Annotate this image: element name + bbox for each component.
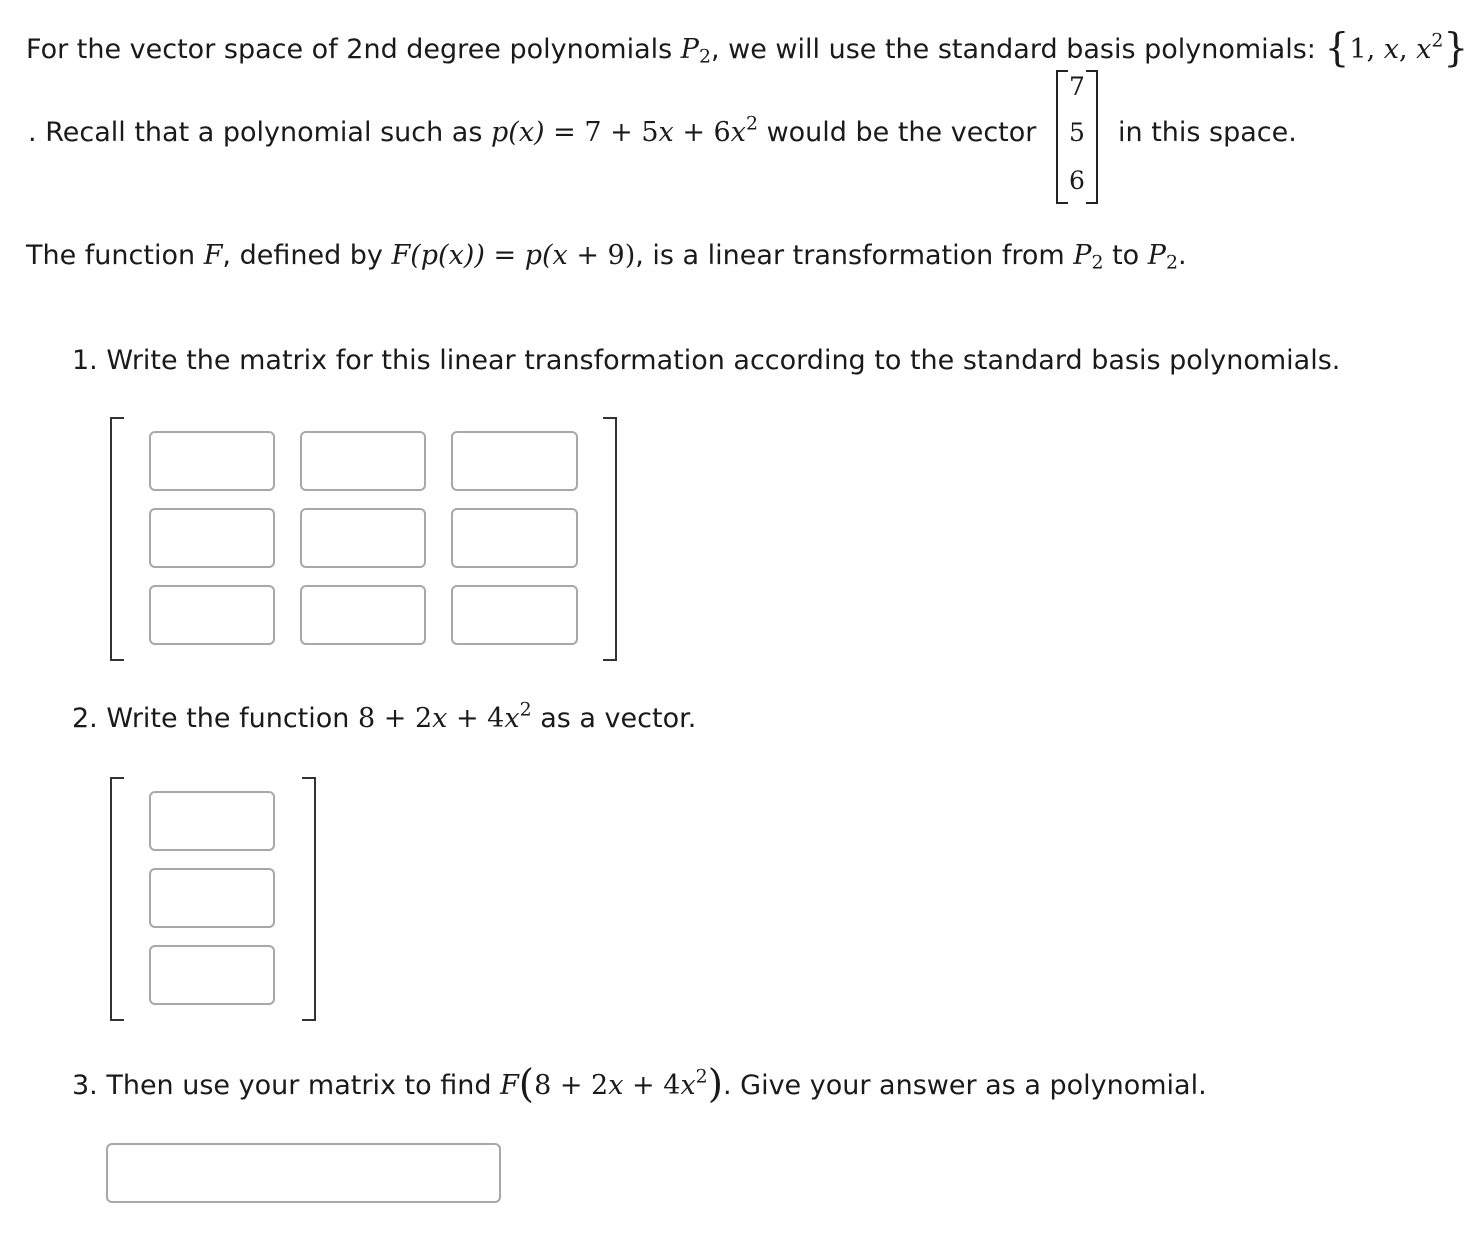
- definition-text-4: to: [1112, 240, 1140, 271]
- formula-eq: =: [484, 240, 525, 271]
- q2-poly-a: 8 + 2: [358, 703, 433, 734]
- example-vector-entry-3: 6: [1069, 166, 1085, 195]
- intro-line-2: [28, 112, 1037, 148]
- question-2-label: [72, 698, 697, 734]
- q3-paren-close: ): [707, 1062, 723, 1107]
- q3-poly-x2: x: [680, 1069, 696, 1101]
- example-exponent: 2: [745, 112, 758, 135]
- q3-function-F: F: [500, 1069, 519, 1101]
- intro-text: For the vector space of 2nd degree polynomials: [26, 33, 673, 65]
- basis-close-brace: }: [1443, 26, 1468, 71]
- intro-line-1: [26, 26, 1468, 71]
- definition-text-5: .: [1177, 240, 1187, 271]
- in-this-space-text: in this space.: [1118, 117, 1297, 148]
- matrix-cell-3-3[interactable]: [451, 585, 578, 645]
- to-subscript: 2: [1165, 251, 1178, 274]
- vector-cell-3[interactable]: [149, 945, 275, 1005]
- question-2-text-1: 2. Write the function: [72, 703, 350, 734]
- question-3-text-1: 3. Then use your matrix to find: [72, 1069, 492, 1101]
- to-space: P: [1147, 240, 1166, 271]
- polynomial-answer-input[interactable]: [106, 1143, 501, 1203]
- vector-right-bracket: [302, 777, 316, 1021]
- definition-text-1: The function: [26, 240, 196, 271]
- question-1-label: 1. Write the matrix for this linear transformation according to the standard basis polynomials.: [72, 345, 1341, 376]
- intro-period: .: [28, 117, 37, 148]
- basis-separator: ,: [1398, 33, 1417, 65]
- recall-text: Recall that a polynomial such as: [45, 117, 483, 148]
- matrix-cell-2-3[interactable]: [451, 508, 578, 568]
- matrix-cell-2-1[interactable]: [149, 508, 275, 568]
- definition-text-2: , defined by: [222, 240, 383, 271]
- q2-poly-b: + 4: [447, 703, 505, 734]
- matrix-cell-3-2[interactable]: [300, 585, 426, 645]
- q2-poly-exponent: 2: [519, 698, 532, 721]
- matrix-cell-1-2[interactable]: [300, 431, 426, 491]
- matrix-left-bracket: [110, 417, 124, 661]
- q3-paren-open: (: [518, 1062, 535, 1107]
- basis-open-brace: {: [1324, 26, 1350, 71]
- matrix-cell-1-1[interactable]: [149, 431, 275, 491]
- from-subscript: 2: [1091, 251, 1104, 274]
- function-F: F: [203, 240, 223, 271]
- definition-text-3: , is a linear transformation from: [635, 240, 1065, 271]
- q3-poly-exponent: 2: [695, 1065, 708, 1088]
- q3-poly-x: x: [608, 1069, 624, 1101]
- basis-x2: x: [1416, 33, 1432, 65]
- formula-rhs-2: + 9): [567, 240, 636, 271]
- matrix-right-bracket: [603, 417, 617, 661]
- example-plus: + 6: [673, 117, 731, 148]
- definition-line: [26, 240, 1187, 274]
- example-lhs: p(x): [491, 117, 545, 148]
- q2-poly-x2: x: [504, 703, 520, 734]
- formula-lhs: F(p(x)): [391, 240, 485, 271]
- example-vector-entry-1: 7: [1069, 72, 1085, 101]
- intro-text-2: , we will use the standard basis polynomials:: [710, 33, 1316, 65]
- example-vector-entry-2: 5: [1069, 118, 1085, 147]
- space-subscript: 2: [698, 45, 711, 68]
- basis-x: x: [1383, 33, 1399, 65]
- matrix-cell-3-1[interactable]: [149, 585, 275, 645]
- vector-left-bracket: [110, 777, 124, 1021]
- question-3-text-2: . Give your answer as a polynomial.: [722, 1069, 1207, 1101]
- question-3-label: [72, 1062, 1207, 1107]
- basis-exponent: 2: [1431, 29, 1444, 52]
- q2-poly-x: x: [432, 703, 448, 734]
- question-2-text-2: as a vector.: [540, 703, 697, 734]
- basis-items: 1,: [1349, 33, 1384, 65]
- example-x: x: [658, 117, 674, 148]
- q3-poly-b: + 4: [623, 1069, 681, 1101]
- vector-cell-1[interactable]: [149, 791, 275, 851]
- matrix-cell-2-2[interactable]: [300, 508, 426, 568]
- matrix-cell-1-3[interactable]: [451, 431, 578, 491]
- formula-rhs: p(x: [524, 240, 568, 271]
- from-space: P: [1073, 240, 1092, 271]
- example-eq: = 7 + 5: [544, 117, 659, 148]
- vector-text: would be the vector: [766, 117, 1037, 148]
- vector-cell-2[interactable]: [149, 868, 275, 928]
- space-symbol: P: [680, 33, 699, 65]
- example-x2: x: [730, 117, 746, 148]
- q3-poly-a: 8 + 2: [534, 1069, 609, 1101]
